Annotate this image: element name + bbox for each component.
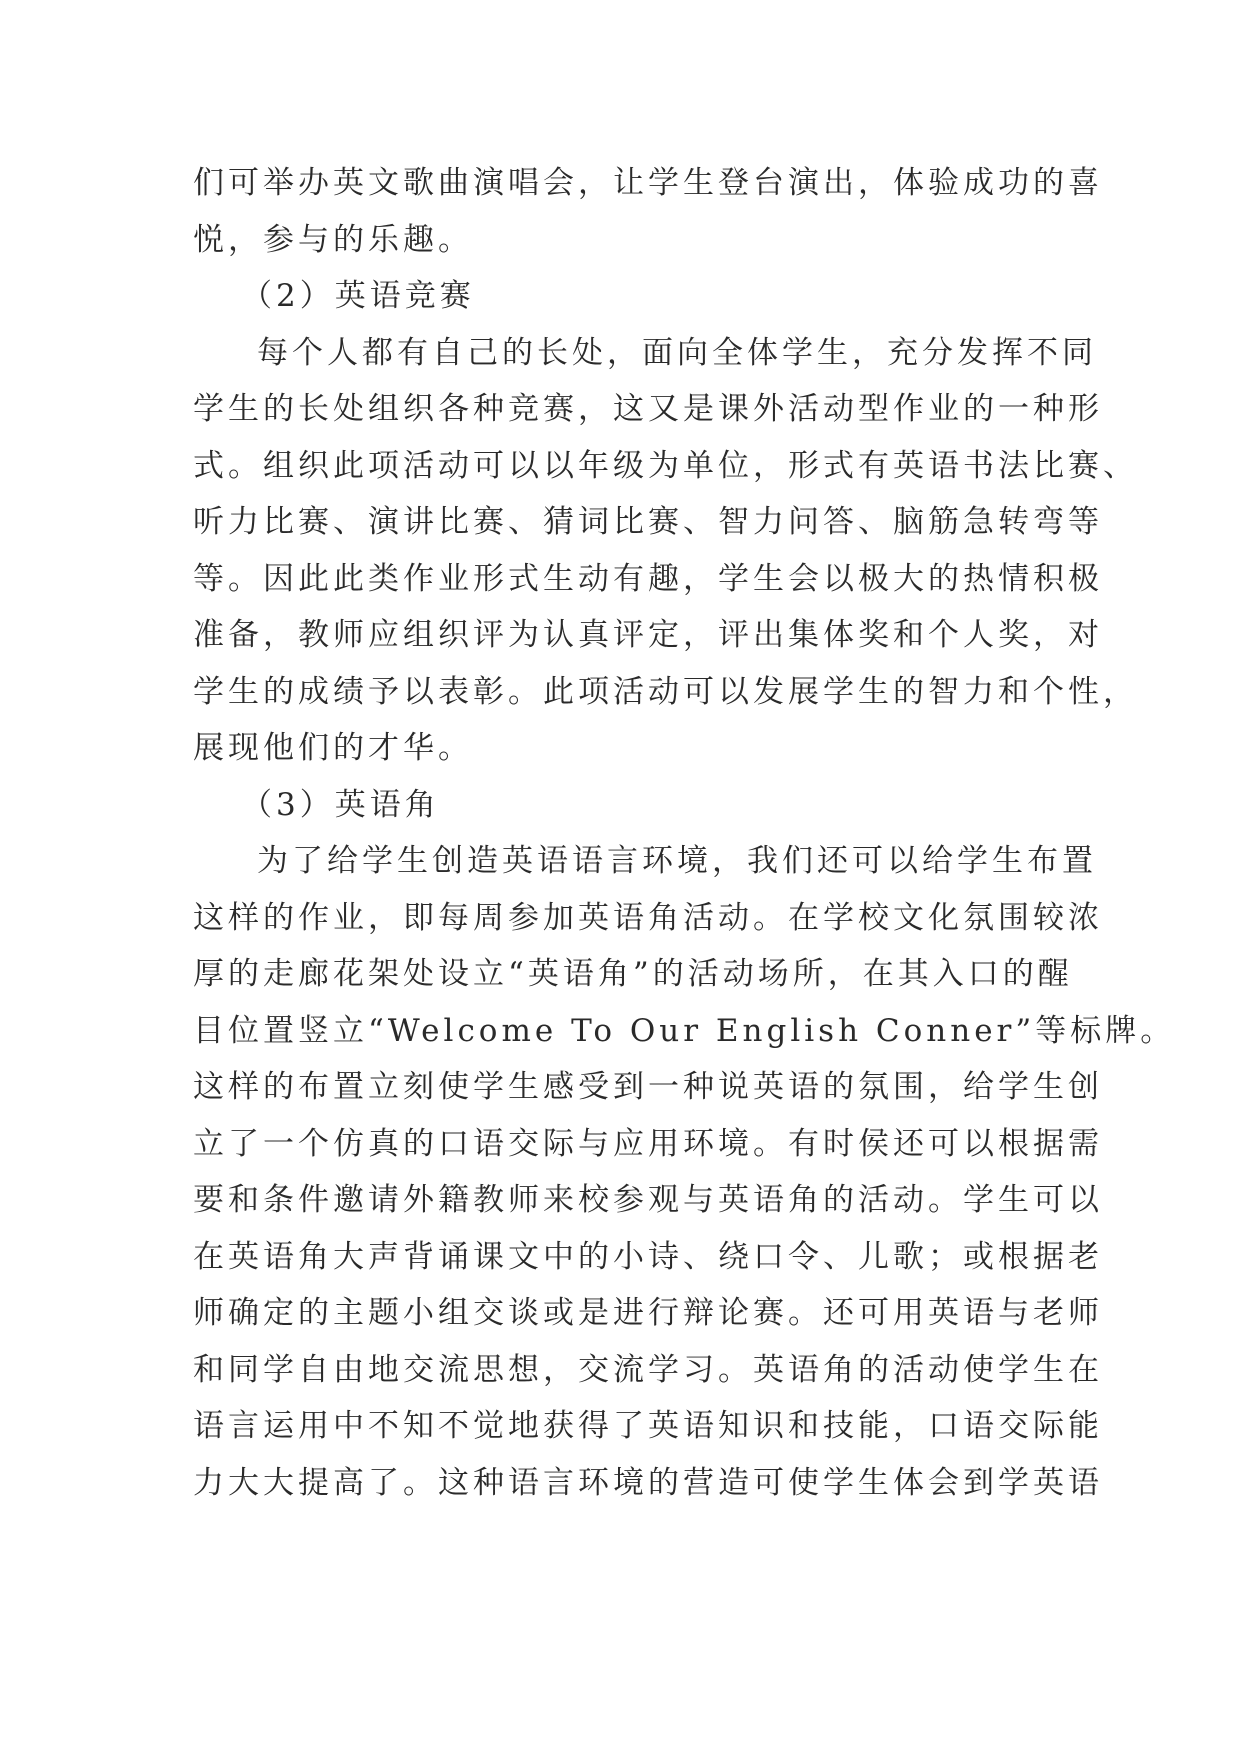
text-line: 听力比赛、演讲比赛、猜词比赛、智力问答、脑筋急转弯等: [193, 504, 1103, 540]
text-line: 要和条件邀请外籍教师来校参观与英语角的活动。学生可以: [193, 1182, 1103, 1218]
text-line: 学生的成绩予以表彰。此项活动可以发展学生的智力和个性，: [193, 673, 1138, 710]
text-line: 们可举办英文歌曲演唱会，让学生登台演出，体验成功的喜: [193, 165, 1103, 201]
text-line: 这样的作业，即每周参加英语角活动。在学校文化氛围较浓: [193, 899, 1103, 936]
text-line: 师确定的主题小组交谈或是进行辩论赛。还可用英语与老师: [193, 1295, 1103, 1331]
text-line: 在英语角大声背诵课文中的小诗、绕口令、儿歌；或根据老: [193, 1238, 1103, 1275]
document-body: [193, 155, 1176, 1511]
text-line: 学生的长处组织各种竞赛，这又是课外活动型作业的一种形: [193, 391, 1103, 427]
text-line: 展现他们的才华。: [193, 730, 473, 766]
text-line: 厚的走廊花架处设立“英语角”的活动场所，在其入口的醒: [193, 956, 1073, 992]
text-line: 力大大提高了。这种语言环境的营造可使学生体会到学英语: [193, 1464, 1103, 1501]
text-line: 目位置竖立“Welcome To Our English Conner”等标牌。: [193, 1012, 1176, 1049]
text-line: 悦，参与的乐趣。: [193, 221, 473, 258]
text-line: 每个人都有自己的长处，面向全体学生，充分发挥不同: [257, 334, 1097, 371]
section-heading-english-competition: （2）英语竞赛: [241, 278, 475, 314]
text-line: 准备，教师应组织评为认真评定，评出集体奖和个人奖，对: [193, 617, 1103, 653]
text-line: 和同学自由地交流思想，交流学习。英语角的活动使学生在: [193, 1351, 1103, 1388]
text-line: 立了一个仿真的口语交际与应用环境。有时侯还可以根据需: [193, 1125, 1103, 1162]
text-line: 等。因此此类作业形式生动有趣，学生会以极大的热情积极: [193, 560, 1103, 597]
section-heading-english-corner: （3）英语角: [241, 786, 440, 823]
text-line: 这样的布置立刻使学生感受到一种说英语的氛围，给学生创: [193, 1069, 1103, 1105]
text-line: 为了给学生创造英语语言环境，我们还可以给学生布置: [257, 843, 1097, 879]
text-line: 式。组织此项活动可以以年级为单位，形式有英语书法比赛、: [193, 447, 1138, 484]
text-line: 语言运用中不知不觉地获得了英语知识和技能，口语交际能: [193, 1408, 1103, 1444]
